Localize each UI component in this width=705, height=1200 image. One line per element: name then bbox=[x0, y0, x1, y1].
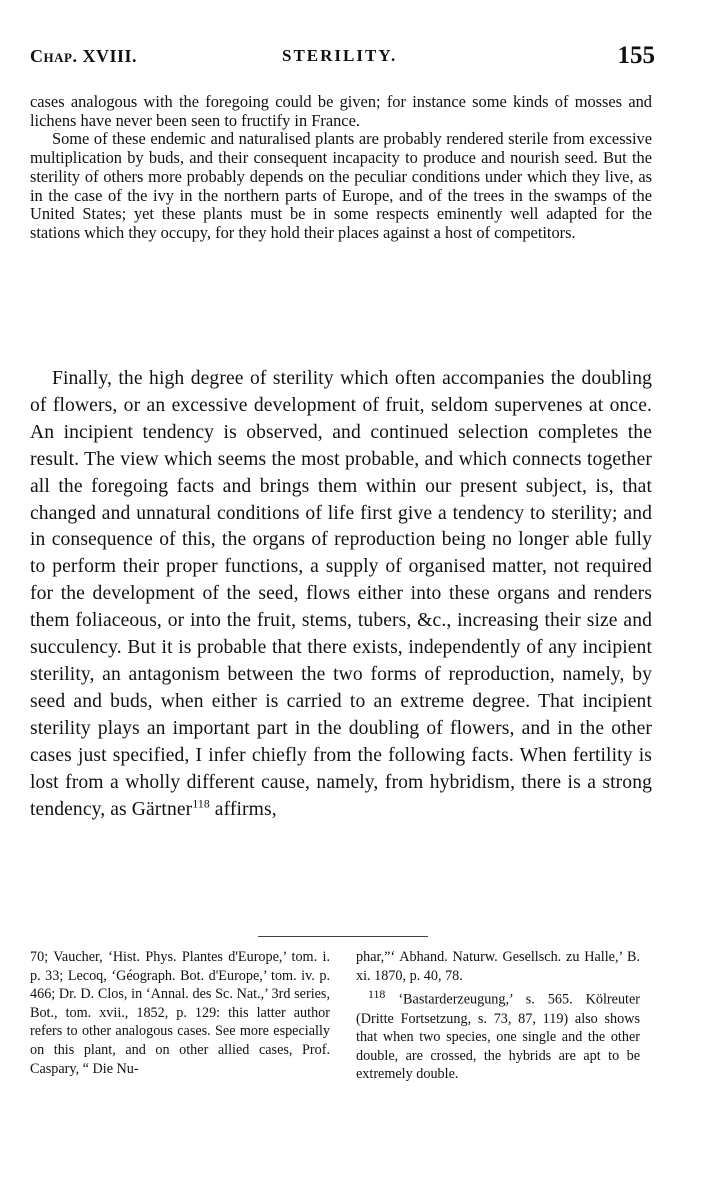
page-number: 155 bbox=[617, 42, 655, 69]
footnote-column-right bbox=[356, 948, 640, 1084]
footnote: 70; Vaucher, ‘Hist. Phys. Plantes d'Europe,’ tom. i. p. 33; Lecoq, ‘Géograph. Bot. d'Europe,’ tom. iv. p. 466; Dr. D. Clos, in ‘Annal. des Sc. Nat.,’ 3rd series, Bot., tom. xvii., 1852, p. 129: this latter author refers to other analogous cases. See more especially on this plant, and on other allied cases, Prof. Caspary, “ Die Nu- bbox=[30, 949, 330, 1077]
paragraph: cases analogous with the foregoing could be given; for instance some kinds of mosses and lichens have never been seen to fructify in France. bbox=[30, 92, 652, 130]
footnote-column-left bbox=[30, 948, 330, 1078]
chapter-label: Chap. XVIII. bbox=[30, 46, 137, 66]
footnote: phar,”‘ Abhand. Naturw. Gesellsch. zu Halle,’ B. xi. 1870, p. 40, 78. bbox=[356, 949, 640, 984]
main-body bbox=[30, 366, 652, 823]
paragraph-text: affirms, bbox=[209, 798, 277, 820]
running-header bbox=[30, 42, 655, 82]
footnote-reference: 118 bbox=[192, 796, 210, 810]
paragraph bbox=[30, 366, 652, 823]
running-title: STERILITY. bbox=[282, 46, 398, 65]
paragraph-text: Finally, the high degree of sterility which often accompanies the doubling of flowers, or an excessive development of fruit, seldom supervenes at once. An incipient tendency is observed, and continued selection completes the result. The view which seems the most probable, and which connects together all the foregoing facts and brings them within our present subject, is, that changed and unnatural conditions of life first give a tendency to sterility; and in consequence of this, the organs of reproduction being no longer able fully to perform their proper functions, a supply of organised matter, not required for the development of the seed, flows either into these organs and renders them foliaceous, or into the fruit, stems, tubers, &c., increasing their size and succulency. But it is probable that there exists, independently of any incipient sterility, an antagonism between the two forms of reproduction, namely, by seed and buds, when either is carried to an extreme degree. That incipient sterility plays an important part in the doubling of flowers, and in the other cases just specified, I infer chiefly from the following facts. When fertility is lost from a wholly different cause, namely, from hybridism, there is a strong tendency, as Gärtner bbox=[30, 368, 652, 820]
small-print-passage bbox=[30, 93, 652, 243]
footnote-marker: 118 bbox=[368, 987, 386, 1002]
footnote bbox=[356, 985, 640, 1084]
footnote-divider bbox=[258, 936, 428, 937]
paragraph: Some of these endemic and naturalised plants are probably rendered sterile from excessive multiplication by buds, and their consequent incapacity to produce and nourish seed. But the sterility of others more probably depends on the peculiar conditions under which they live, as in the case of the ivy in the northern parts of Europe, and of the trees in the swamps of the United States; yet these plants must be in some respects eminently well adapted for the stations which they occupy, for they hold their places against a host of competitors. bbox=[30, 129, 652, 242]
footnote-text: ‘Bastarderzeugung,’ s. 565. Kölreuter (Dritte Fortsetzung, s. 73, 87, 119) also shows that when two species, one single and the other double, are crossed, the hybrids are apt to be extremely double. bbox=[356, 991, 640, 1083]
